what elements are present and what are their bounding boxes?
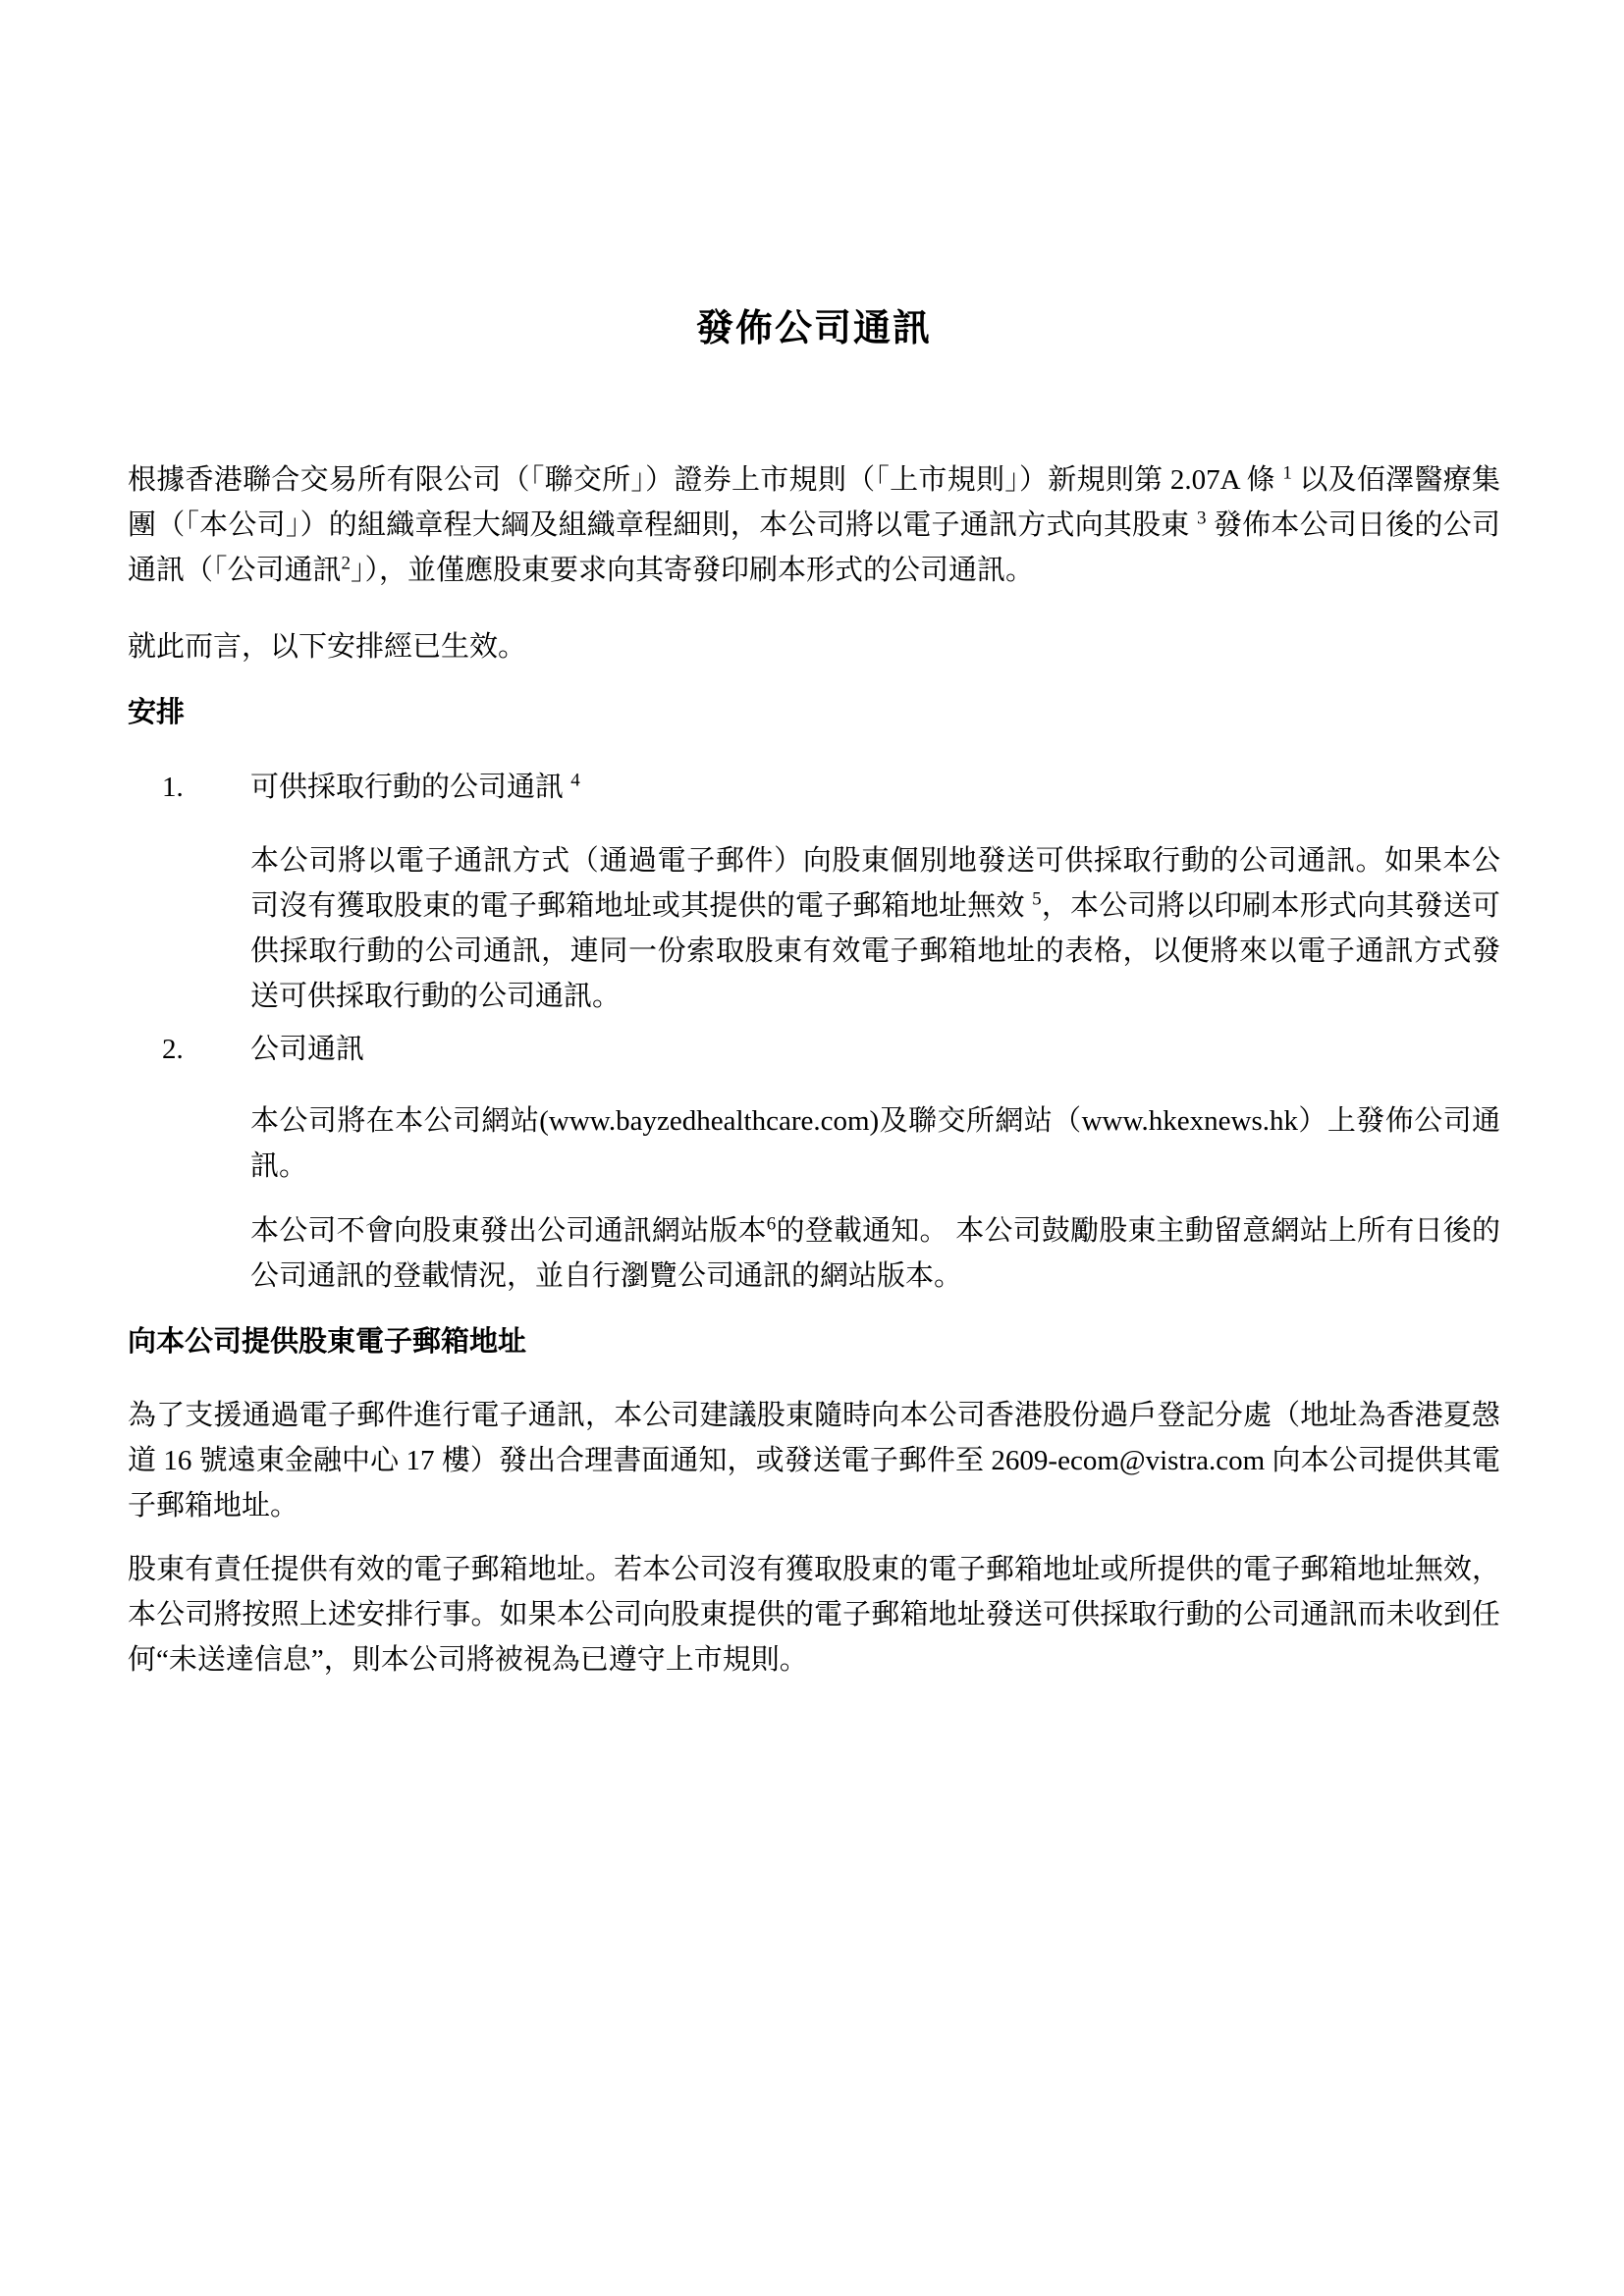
email-address-heading: 向本公司提供股東電子郵箱地址 [128, 1326, 527, 1358]
item-1-number: 1. [162, 772, 184, 803]
item-2-content [250, 1027, 1500, 1299]
arrangement-item-2 [162, 1027, 1500, 1299]
item-2-paragraph-notification: 本公司不會向股東發出公司通訊網站版本$^6$的登載通知。 本公司鼓勵股東主動留意網站上所有日後的公司通訊的登載情況，並自行瀏覽公司通訊的網站版本。 [250, 1213, 1500, 1292]
intro-paragraph: 根據香港聯合交易所有限公司（「聯交所」）證券上市規則（「上市規則」）新規則第 2.07A 條 $^1$ 以及佰澤醫療集團（「本公司」）的組織章程大綱及組織章程細則，本公司將以電子通訊方式向其股東 $^3$ 發佈本公司日後的公司通訊（「公司通訊$^2$」），並僅應股東要求向其寄發印刷本形式的公司通訊。 [128, 462, 1500, 586]
item-2-number: 2. [162, 1034, 184, 1065]
effective-note-paragraph: 就此而言，以下安排經已生效。 [128, 631, 527, 663]
shareholder-responsibility-paragraph: 股東有責任提供有效的電子郵箱地址。若本公司沒有獲取股東的電子郵箱地址或所提供的電子郵箱地址無效，本公司將按照上述安排行事。如果本公司向股東提供的電子郵箱地址發送可供採取行動的公司通訊而未收到任何“未送達信息”，則本公司將被視為已遵守上市規則。 [128, 1554, 1500, 1676]
item-1-title: 可供採取行動的公司通訊 $^4$ [250, 770, 580, 803]
item-2-paragraph-websites: 本公司將在本公司網站(www.bayzedhealthcare.com)及聯交所網站（www.hkexnews.hk）上發佈公司通訊。 [250, 1105, 1500, 1182]
arrangement-heading: 安排 [128, 697, 186, 728]
document-body [128, 0, 1500, 1682]
item-1-content [250, 765, 1500, 1019]
arrangement-item-1 [162, 765, 1500, 1019]
email-instruction-paragraph: 為了支援通過電子郵件進行電子通訊，本公司建議股東隨時向本公司香港股份過戶登記分處（地址為香港夏愨道 16 號遠東金融中心 17 樓）發出合理書面通知，或發送電子郵件至 2609-ecom@vistra.com 向本公司提供其電子郵箱地址。 [128, 1400, 1500, 1522]
item-2-title: 公司通訊 [250, 1034, 365, 1065]
document-title: 發佈公司通訊 [695, 308, 932, 349]
item-1-paragraph: 本公司將以電子通訊方式（通過電子郵件）向股東個別地發送可供採取行動的公司通訊。如果本公司沒有獲取股東的電子郵箱地址或其提供的電子郵箱地址無效 $^5$，本公司將以印刷本形式向其發送可供採取行動的公司通訊，連同一份索取股東有效電子郵箱地址的表格，以便將來以電子通訊方式發送可供採取行動的公司通訊。 [250, 845, 1500, 1012]
